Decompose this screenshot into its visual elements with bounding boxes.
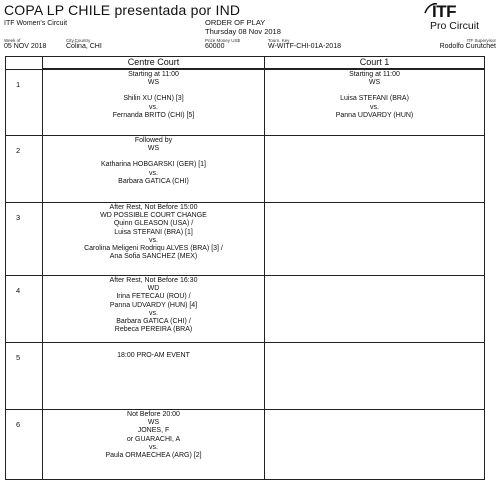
meta-supervisor [422,38,496,51]
centre-court-cell [43,343,264,360]
match-line: WS [147,79,160,87]
circuit-name: ITF Women's Circuit [4,20,68,27]
meta-city [66,38,102,51]
court1-cell [265,276,484,277]
court1-cell [265,136,484,137]
match-line: 18:00 PRO-AM EVENT [117,352,190,359]
match-line: Paula ORMAECHEA (ARG) [2] [105,452,202,460]
match-line [43,344,264,352]
match-line: Panna UDVARDY (HUN) [4] [109,301,198,309]
match-line: Luisa STEFANI (BRA) [340,95,409,103]
order-of-play-grid [5,56,485,480]
meta-city-value: Colina, CHI [66,43,102,50]
match-line: Ana Sofia SANCHEZ (MEX) [109,253,198,261]
match-line: Irina FETECAU (ROU) / [116,293,191,301]
meta-tourn-key [268,38,341,51]
match-line: vs. [149,236,158,244]
match-line: vs. [370,103,379,111]
meta-city-label: City,Country [66,38,91,43]
match-line: Katharina HOBGARSKI (GER) [1] [100,161,207,169]
match-line: vs. [149,103,158,111]
match-number: 1 [16,80,21,89]
match-number: 6 [16,420,21,429]
match-line: vs. [149,309,158,317]
match-line: WD POSSIBLE COURT CHANGE [100,212,207,220]
match-line: WS [147,145,160,153]
match-row [6,275,484,342]
match-line: Carolina Meligeni Rodriqu ALVES (BRA) [3] / [84,245,223,253]
match-number: 2 [16,146,21,155]
match-line [265,87,484,95]
match-line [43,153,264,161]
match-line: Quinn GLEASON (USA) / [113,220,194,228]
match-line: Luisa STEFANI (BRA) [1] [114,228,193,236]
meta-week [4,38,46,51]
match-line: Barbara GATICA (CHI) / [116,318,191,326]
court1-cell [265,343,484,344]
match-line: Not Before 20:00 [127,411,180,418]
match-line: After Rest, Not Before 16:30 [109,277,198,284]
order-of-play-date: Thursday 08 Nov 2018 [205,27,281,36]
match-number: 3 [16,213,21,222]
meta-prize [205,38,240,51]
match-line [43,87,264,95]
match-line: Shilin XU (CHN) [3] [123,95,184,103]
match-line: WS [368,79,381,87]
match-row [6,409,484,479]
match-line: Followed by [134,137,173,144]
centre-court-cell [43,410,264,460]
court1-cell [265,70,484,120]
centre-court-cell [43,203,264,261]
centre-court-cell [43,70,264,120]
logo-itf-text: ITF [432,2,456,21]
match-line: Fernanda BRITO (CHI) [5] [112,111,195,119]
meta-prize-value: 60000 [205,43,225,50]
meta-week-value: 05 NOV 2018 [4,43,47,50]
match-line: Barbara GATICA (CHI) [118,177,189,185]
match-row [6,342,484,409]
court1-cell [265,203,484,204]
match-line: Rebeca PEREIRA (BRA) [114,326,193,334]
match-line: Starting at 11:00 [349,71,400,78]
meta-week-label: Week of [4,38,21,43]
match-line: vs. [149,169,158,177]
meta-key-label: Tourn. Key [268,38,290,43]
order-of-play-label: ORDER OF PLAY [205,18,266,27]
meta-supervisor-label: ITF Supervisor [466,38,496,43]
court1-cell [265,410,484,411]
order-of-play-heading [205,18,281,36]
match-row [6,135,484,202]
centre-court-cell [43,136,264,186]
match-line: WS [147,419,160,427]
itf-pro-circuit-logo [420,2,498,34]
meta-key-value: W-WITF-CHI-01A-2018 [268,43,341,50]
match-line: After Rest, Not Before 15:00 [109,204,198,211]
match-line: or GUARACHI, A [126,435,181,443]
match-number: 4 [16,286,21,295]
centre-court-cell [43,276,264,334]
meta-supervisor-value: Rodolfo Curutchet [439,43,496,50]
court-header-centre: Centre Court [43,57,264,69]
logo-pro-circuit-text: Pro Circuit [430,20,480,32]
match-line: vs. [149,443,158,451]
match-line: Panna UDVARDY (HUN) [335,111,414,119]
match-row [6,69,484,135]
court-header-court1: Court 1 [265,57,484,69]
match-number: 5 [16,353,21,362]
match-row [6,202,484,275]
match-line: WD [147,285,160,293]
tournament-title: COPA LP CHILE presentada por IND [4,2,241,18]
match-line: JONES, F [137,427,170,435]
match-line: Starting at 11:00 [128,71,179,78]
meta-prize-label: Prize Money US$ [205,38,241,43]
